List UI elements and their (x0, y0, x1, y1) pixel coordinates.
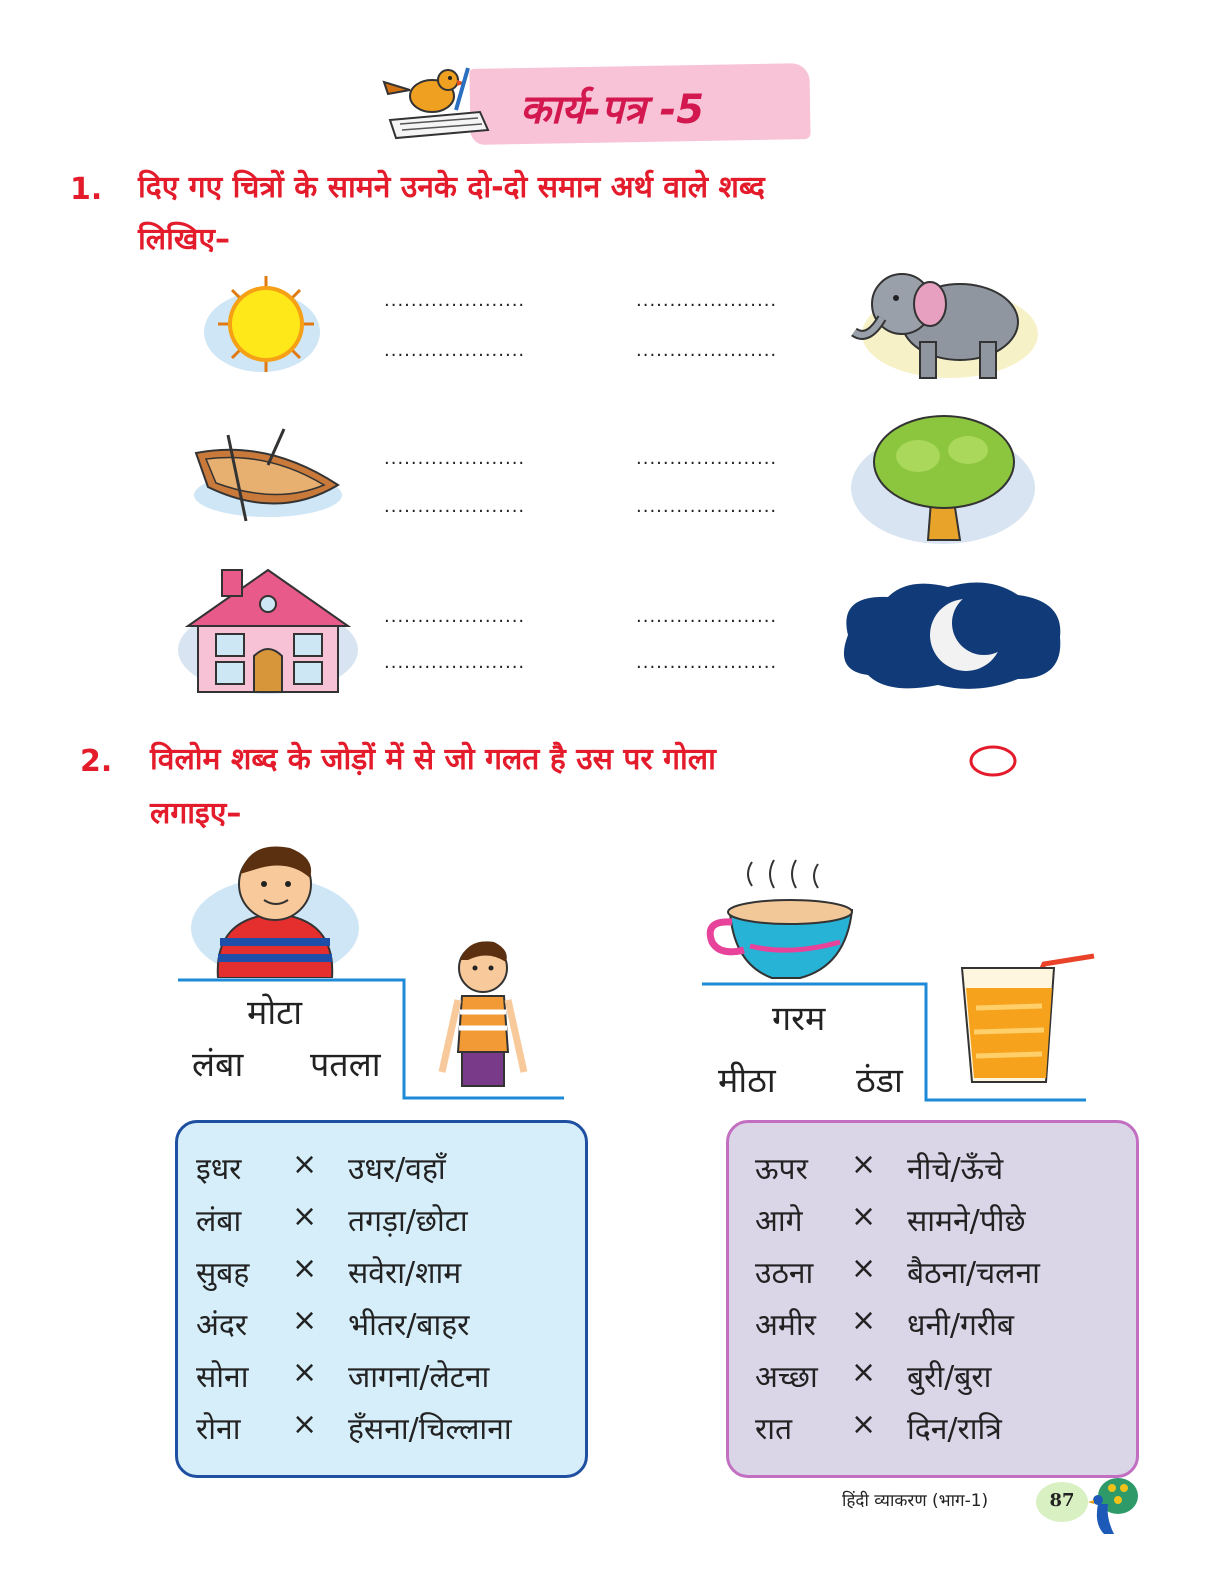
bird-writing-icon (370, 60, 510, 140)
moon-icon (828, 575, 1068, 695)
antonym-pair-row[interactable] (196, 1251, 585, 1303)
antonym-pair-row[interactable] (747, 1199, 1136, 1251)
circle-symbol-icon (968, 744, 1018, 778)
cross-icon: × (292, 1251, 318, 1286)
antonym-pair-row[interactable] (747, 1303, 1136, 1355)
pair-options: नीचे/ऊँचे (907, 1152, 1004, 1187)
pair-options: सामने/पीछे (907, 1204, 1026, 1239)
cold-juice-glass-icon (952, 946, 1100, 1088)
cross-icon: × (851, 1303, 877, 1338)
answer-line[interactable]: ..................... (636, 606, 778, 627)
pair-options: उधर/वहाँ (348, 1152, 446, 1187)
page-number: 87 (1049, 1490, 1075, 1511)
pair-word: रात (755, 1412, 793, 1447)
antonym-pairs-box-right (726, 1120, 1139, 1478)
cross-icon: × (851, 1355, 877, 1390)
pair-word: ऊपर (755, 1152, 808, 1187)
pair-word: अंदर (196, 1308, 248, 1343)
answer-line[interactable]: ..................... (384, 290, 526, 311)
pair-options: भीतर/बाहर (348, 1308, 470, 1343)
cross-icon: × (292, 1355, 318, 1390)
worksheet-title-banner (370, 60, 840, 150)
pair-word: अच्छा (755, 1360, 818, 1395)
pair-options: तगड़ा/छोटा (348, 1204, 468, 1239)
q2-number: 2. (80, 744, 113, 779)
cross-icon: × (851, 1407, 877, 1442)
opposite-word-top-right: गरम (772, 999, 826, 1039)
option-word-left-b[interactable]: पतला (310, 1045, 381, 1085)
q2-text-line1: विलोम शब्द के जोड़ों में से जो गलत है उस पर गोला (150, 742, 716, 777)
elephant-icon (840, 262, 1040, 387)
house-icon (176, 564, 361, 696)
fat-boy-icon (190, 838, 360, 978)
antonym-pair-row[interactable] (747, 1407, 1136, 1459)
cross-icon: × (851, 1251, 877, 1286)
pair-word: सोना (196, 1360, 249, 1395)
antonym-pair-row[interactable] (196, 1303, 585, 1355)
antonym-pair-row[interactable] (196, 1407, 585, 1459)
antonym-pair-row[interactable] (747, 1147, 1136, 1199)
answer-line[interactable]: ..................... (636, 340, 778, 361)
boat-icon (188, 425, 343, 525)
antonym-pair-row[interactable] (747, 1251, 1136, 1303)
q1-text-line2: लिखिए– (138, 222, 231, 257)
pair-options: बैठना/चलना (907, 1256, 1040, 1291)
cross-icon: × (292, 1303, 318, 1338)
answer-line[interactable]: ..................... (636, 448, 778, 469)
pair-word: लंबा (196, 1204, 242, 1239)
pair-word: आगे (755, 1204, 803, 1239)
antonym-pairs-box-left (175, 1120, 588, 1478)
q1-number: 1. (70, 172, 103, 207)
pair-word: सुबह (196, 1256, 250, 1291)
cross-icon: × (292, 1407, 318, 1442)
thin-boy-icon (428, 936, 538, 1098)
pair-options: जागना/लेटना (348, 1360, 490, 1395)
cross-icon: × (292, 1147, 318, 1182)
option-word-left-a[interactable]: लंबा (192, 1045, 244, 1085)
answer-line[interactable]: ..................... (384, 448, 526, 469)
pair-word: अमीर (755, 1308, 816, 1343)
cross-icon: × (851, 1199, 877, 1234)
book-title: हिंदी व्याकरण (भाग-1) (842, 1491, 989, 1511)
antonym-pair-row[interactable] (747, 1355, 1136, 1407)
hot-tea-cup-icon (700, 856, 862, 982)
opposite-word-top-left: मोटा (247, 993, 303, 1033)
q1-text-line1: दिए गए चित्रों के सामने उनके दो-दो समान अर्थ वाले शब्द (138, 170, 765, 205)
pair-word: उठना (755, 1256, 814, 1291)
answer-line[interactable]: ..................... (384, 606, 526, 627)
answer-line[interactable]: ..................... (636, 496, 778, 517)
antonym-pair-row[interactable] (196, 1355, 585, 1407)
q2-text-line2: लगाइए– (150, 796, 242, 831)
pair-options: सवेरा/शाम (348, 1256, 462, 1291)
option-word-right-b[interactable]: ठंडा (856, 1061, 903, 1101)
worksheet-title: कार्य-पत्र -5 (520, 87, 705, 133)
answer-line[interactable]: ..................... (636, 290, 778, 311)
antonym-pair-row[interactable] (196, 1199, 585, 1251)
pair-options: धनी/गरीब (907, 1308, 1015, 1343)
answer-line[interactable]: ..................... (384, 652, 526, 673)
cross-icon: × (851, 1147, 877, 1182)
answer-line[interactable]: ..................... (636, 652, 778, 673)
pair-word: इधर (196, 1152, 242, 1187)
pair-options: दिन/रात्रि (907, 1412, 1002, 1447)
pair-word: रोना (196, 1412, 241, 1447)
tree-icon (848, 406, 1038, 551)
peacock-icon (1084, 1474, 1140, 1538)
antonym-pair-row[interactable] (196, 1147, 585, 1199)
pair-options: हँसना/चिल्लाना (348, 1412, 512, 1447)
answer-line[interactable]: ..................... (384, 496, 526, 517)
option-word-right-a[interactable]: मीठा (718, 1061, 776, 1101)
cross-icon: × (292, 1199, 318, 1234)
sun-icon (200, 272, 335, 377)
answer-line[interactable]: ..................... (384, 340, 526, 361)
pair-options: बुरी/बुरा (907, 1360, 992, 1395)
